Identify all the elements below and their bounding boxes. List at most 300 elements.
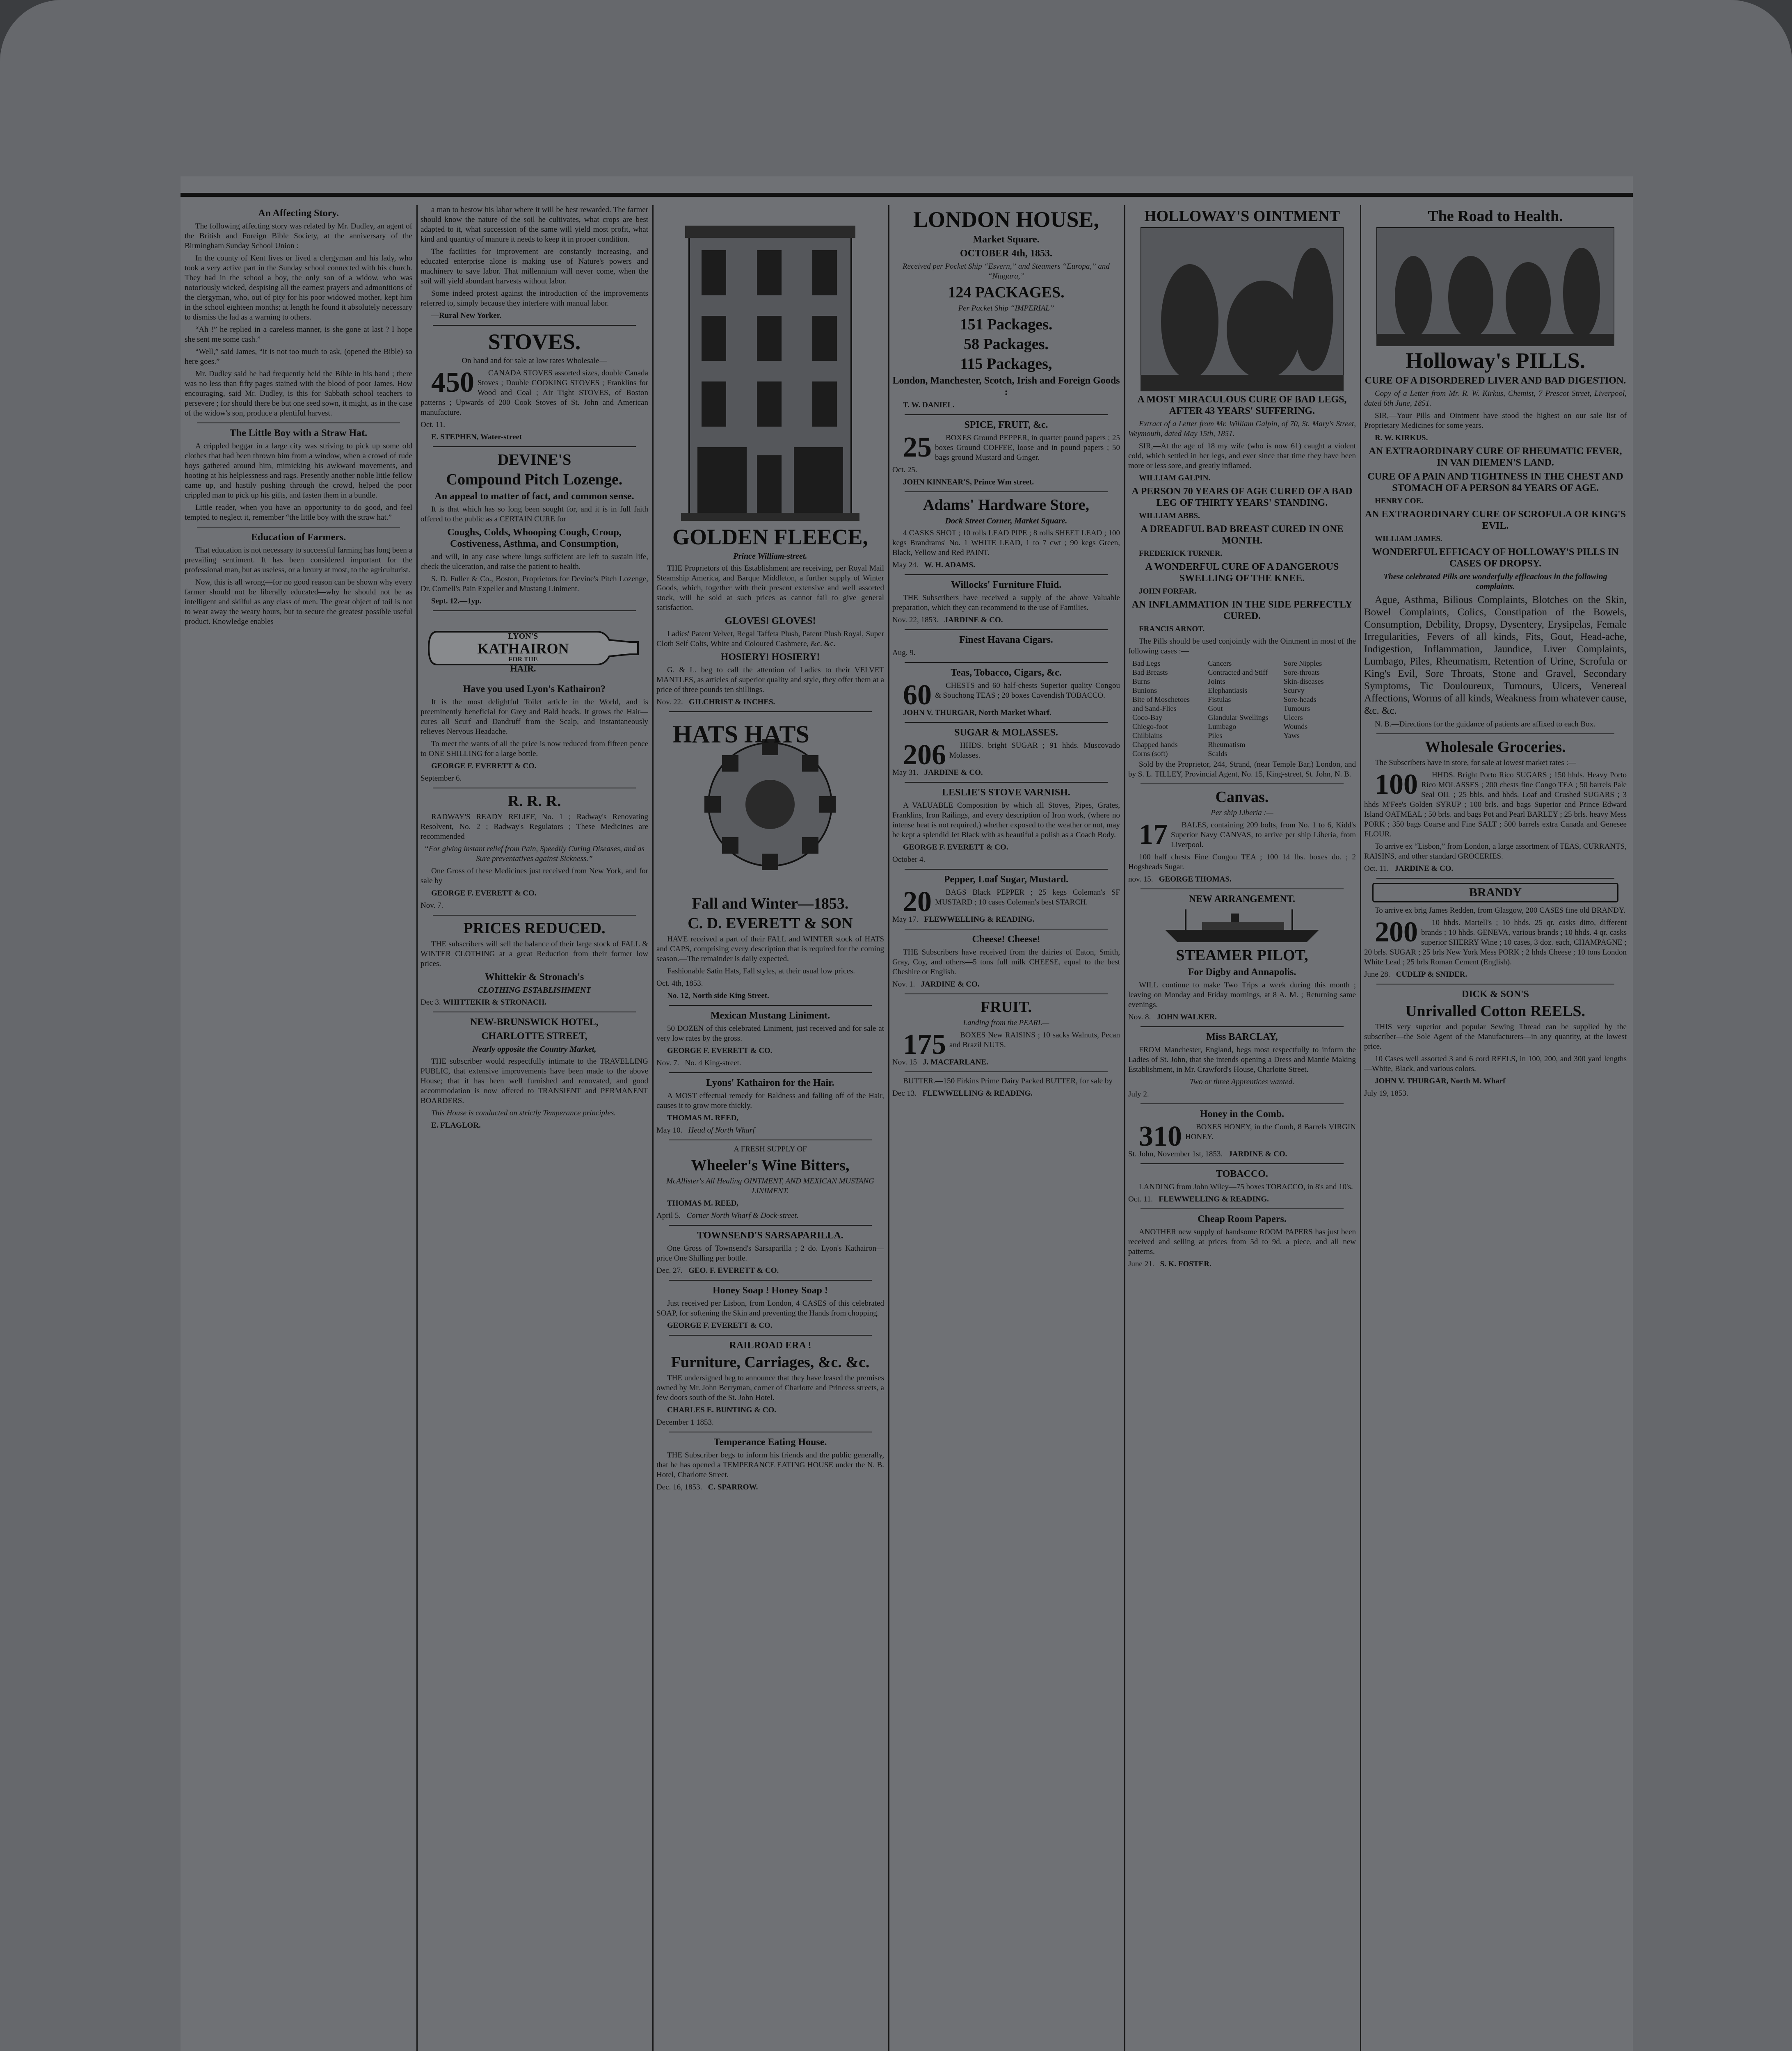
railroad-paragraph: THE undersigned beg to announce that they have leased the premises owned by Mr. John Berryman, corner of Charlotte and Princess streets, a few doors south of the St. John Hotel. [656, 1374, 884, 1402]
lyons-signature: GEORGE F. EVERETT & CO. [431, 762, 537, 770]
london-subtitle: Market Square. [973, 234, 1040, 245]
pepper-number: 20 [903, 886, 932, 918]
comb-date: St. John, November 1st, 1853. [1128, 1150, 1223, 1158]
mexican-address: No. 4 King-street. [685, 1059, 741, 1067]
divider [1141, 783, 1344, 784]
fleece-signature: GILCHRIST & INCHES. [689, 698, 775, 706]
everett-paragraph: HAVE received a part of their FALL and WINTER stock of HATS and CAPS, comprising every description that is required for the coming season.—The remainder is daily expected. [656, 935, 884, 963]
groceries-number: 100 [1375, 769, 1418, 800]
disease-item: Lumbago [1208, 722, 1237, 731]
road-illustration [1376, 227, 1614, 346]
pills-complaints-heading: These celebrated Pills are wonderfully efficacious in the following complaints. [1383, 572, 1607, 591]
pepper-date: May 17. [892, 915, 919, 924]
sugar-title: SUGAR & MOLASSES. [954, 727, 1058, 738]
townsend-title: TOWNSEND'S SARSAPARILLA. [697, 1230, 843, 1241]
pills-subtitle: CURE OF A DISORDERED LIVER AND BAD DIGESTION. [1365, 375, 1626, 386]
hotel-subtitle: CHARLOTTE STREET, [481, 1031, 587, 1041]
disease-item: Chapped hands [1132, 740, 1178, 749]
cheese-paragraph: THE Subscribers have received from the dairies of Eaton, Smith, Gray, Coy, and others—5 tons full milk CHEESE, equal to the best Cheshire or English. [892, 948, 1120, 976]
divider [905, 662, 1108, 663]
leslie-signature: GEORGE F. EVERETT & CO. [903, 843, 1008, 852]
groceries-paragraph: To arrive ex “Lisbon,” from London, a large assortment of TEAS, CURRANTS, RAISINS, and other standard GROCERIES. [1364, 842, 1627, 861]
prices-paragraph: THE subscribers will sell the balance of their large stock of FALL & WINTER CLOTHING at a great Reduction from their former low prices. [421, 940, 648, 968]
divider [669, 1005, 872, 1006]
lyons-date: September 6. [421, 774, 462, 783]
divider [669, 1072, 872, 1073]
divider [433, 610, 636, 611]
groceries-intro: The Subscribers have in store, for sale at lowest market rates :— [1375, 758, 1576, 767]
mexican-date: Nov. 7. [656, 1059, 679, 1067]
education-paragraph: That education is not necessary to successful farming has long been a prevailing sentiment. It has been considered important for the professional man, but as useless, or a luxury at most, to the agriculturist. [185, 546, 412, 574]
column-rule [652, 205, 654, 2051]
divider [669, 1335, 872, 1336]
wheeler-pre: A FRESH SUPPLY OF [734, 1145, 807, 1153]
divider [1376, 733, 1614, 734]
disease-item: Scalds [1208, 749, 1227, 758]
farm-paragraph: The facilities for improvement are constantly increasing, and educated enterprise alone is making use of Nature's powers and machinery to save labor. That millennium will never come, when the soil will yield abundant harvests without labor. [421, 247, 648, 285]
disease-item: Elephantiasis [1208, 686, 1248, 694]
tea-signature: JOHN V. THURGAR, North Market Wharf. [903, 708, 1051, 717]
disease-item: Bad Legs [1132, 659, 1161, 667]
disease-item: Sore-throats [1283, 668, 1320, 676]
divider [669, 711, 872, 712]
papers-paragraph: ANOTHER new supply of handsome ROOM PAPERS has just been received and selling at prices from 5d to 9d. a piece, and all new patterns. [1128, 1228, 1356, 1256]
barclay-paragraph: FROM Manchester, England, begs most respectfully to inform the Ladies of St. John, that she intends opening a Dress and Mantle Making Establishment, in Mr. Crawford's House, Charlotte Street. [1128, 1046, 1356, 1074]
leslie-paragraph: A VALUABLE Composition by which all Stoves, Pipes, Grates, Franklins, Iron Railings, and every description of Iron work, (where no intense heat is not required,) whether exposed to the weather or not, may be kept a splendid Jet Black with as beautiful a polish as a Coach Body. [892, 801, 1120, 839]
steamer-pre: NEW ARRANGEMENT. [1189, 894, 1296, 904]
holloway-signature: FRANCIS ARNOT. [1139, 625, 1205, 633]
story-paragraph: “Ah !” he replied in a careless manner, is she gone at last ? I hope she sent me some cash.” [185, 325, 412, 344]
adams-subtitle: Dock Street Corner, Market Square. [945, 516, 1067, 525]
spice-title: SPICE, FRUIT, &c. [964, 420, 1048, 430]
devine-appeal: An appeal to matter of fact, and common sense. [434, 491, 634, 502]
disease-item: Ulcers [1283, 713, 1303, 722]
divider [1376, 878, 1614, 879]
hats-illustration [665, 716, 876, 893]
groceries-title: Wholesale Groceries. [1425, 738, 1566, 756]
pills-complaints: Ague, Asthma, Bilious Complaints, Blotches on the Skin, Bowel Complaints, Colics, Constipation of the Bowels, Consumption, Debility, Dropsy, Dysentery, Erysipelas, Female Irregularities, Fevers of all kinds, Fits, Gout, Head-ache, Indigestion, Inflammation, Jaundice, Liver Complaints, Lumbago, Piles, Rheumatism, Retention of Urine, Scrofula or King's Evil, Sore Throats, Stone and Gravel, Secondary Symptoms, Tic Douloureux, Tumours, Ulcers, Venereal Affections, Worms of all kinds, Weakness from whatever cause, &c. &c. [1364, 594, 1627, 716]
devine-list: Coughs, Colds, Whooping Cough, Croup, Costiveness, Asthma, and Consumption, [447, 527, 622, 549]
canvas-paragraph: BALES, containing 209 bolts, from No. 1 to 6, Kidd's Superior Navy CANVAS, to arrive per ship Liberia, from Liverpool. [1171, 821, 1356, 849]
townsend-signature: GEO. F. EVERETT & CO. [688, 1266, 779, 1275]
brandy-paragraph: 10 hhds. Martell's ; 10 hhds. 25 qr. casks ditto, different brands ; 10 hhds. GENEVA, various brands ; 10 hhds. 4 qr. casks superior SHERRY Wine ; 10 cases, 3 doz. each, CHAMPAGNE ; 20 brls. SUGAR ; 25 brls New York Mess PORK ; 2 hhds Cheese ; 10 tons London White Lead ; 25 brls Roman Cement (English). [1364, 918, 1627, 966]
tobacco-title: TOBACCO. [1216, 1169, 1268, 1179]
butter-signature: FLEWWELLING & READING. [922, 1089, 1033, 1098]
column-6 [1364, 205, 1627, 2051]
disease-item: Bunions [1132, 686, 1157, 694]
wheeler-title: Wheeler's Wine Bitters, [691, 1157, 850, 1174]
disease-item: Fistulas [1208, 695, 1231, 703]
disease-item: Corns (soft) [1132, 749, 1168, 758]
disease-item: Gout [1208, 704, 1223, 713]
papers-signature: S. K. FOSTER. [1160, 1260, 1211, 1268]
cheese-date: Nov. 1. [892, 980, 915, 989]
sugar-date: May 31. [892, 768, 919, 777]
divider [1141, 888, 1344, 889]
holloway-paragraph: Sold by the Proprietor, 244, Strand, (near Temple Bar,) London, and by S. L. TILLEY, Provincial Agent, No. 15, King-street, St. John, N. B. [1128, 760, 1356, 779]
brandy-intro: To arrive ex brig James Redden, from Glasgow, 200 CASES fine old BRANDY. [1375, 906, 1625, 915]
devine-subtitle: Compound Pitch Lozenge. [446, 471, 623, 488]
tea-paragraph: CHESTS and 60 half-chests Superior quality Congou & Souchong TEAS ; 20 boxes Cavendish TOBACCO. [935, 681, 1120, 700]
disease-item: Glandular Swellings [1208, 713, 1269, 722]
column-rule [1124, 205, 1125, 2051]
source-credit: —Rural New Yorker. [431, 311, 502, 320]
london-goods: London, Manchester, Scotch, Irish and Foreign Goods : [892, 375, 1120, 397]
lyons2-paragraph: A MOST effectual remedy for Baldness and falling off of the Hair, causes it to grow more thickly. [656, 1092, 884, 1110]
reels-paragraph: THIS very superior and popular Sewing Thread can be supplied by the subscriber—the Sole Agent of the Manufacturers—in any quantity, at the lowest price. [1364, 1023, 1627, 1051]
willocks-date: Nov. 22, 1853. [892, 616, 939, 624]
spice-signature: JOHN KINNEAR'S, Prince Wm street. [903, 478, 1034, 486]
groceries-date: Oct. 11. [1364, 864, 1389, 873]
road-to-health-title: The Road to Health. [1428, 208, 1563, 225]
mexican-title: Mexican Mustang Liniment. [710, 1010, 830, 1021]
willocks-signature: JARDINE & CO. [944, 616, 1003, 624]
fleece-paragraph: G. & L. beg to call the attention of Ladies to their VELVET MANTLES, as articles of superior quality and style, they offer them at a price of three pounds ten shillings. [656, 666, 884, 694]
barclay-date: July 2. [1128, 1090, 1149, 1099]
everett-title: C. D. EVERETT & SON [688, 915, 853, 932]
story-title: An Affecting Story. [258, 208, 339, 219]
column-5 [1128, 205, 1356, 2051]
tobacco-signature: FLEWWELLING & READING. [1159, 1195, 1269, 1204]
canvas-date: nov. 15. [1128, 875, 1153, 884]
disease-item: Scurvy [1283, 686, 1305, 694]
wheeler-date: April 5. [656, 1211, 681, 1220]
prices-signature: Whittekir & Stronach's [485, 972, 584, 982]
butter-date: Dec 13. [892, 1089, 917, 1098]
column-4 [892, 205, 1120, 2051]
devine-paragraph: S. D. Fuller & Co., Boston, Proprietors for Devine's Pitch Lozenge, Dr. Cornell's Pain Expeller and Mustang Liniment. [421, 575, 648, 593]
newspaper-page [181, 176, 1633, 2051]
bottle-label: FOR THE [508, 656, 538, 663]
column-rule [416, 205, 418, 2051]
boy-title: The Little Boy with a Straw Hat. [229, 428, 368, 439]
devine-paragraph: It is that which has so long been sought for, and it is in full faith offered to the public as a CERTAIN CURE for [421, 505, 648, 523]
temperance-date: Dec. 16, 1853. [656, 1483, 702, 1491]
railroad-title: RAILROAD ERA ! [729, 1340, 811, 1351]
prices-title: PRICES REDUCED. [463, 920, 606, 937]
hotel-subtitle-2: Nearly opposite the Country Market, [472, 1045, 597, 1054]
adams-title: Adams' Hardware Store, [923, 496, 1089, 514]
wheeler-subtitle: McAllister's All Healing OINTMENT, AND MEXICAN MUSTANG LINIMENT. [666, 1177, 874, 1195]
disease-item: Sore-heads [1283, 695, 1317, 703]
sugar-paragraph: HHDS. bright SUGAR ; 91 hhds. Muscovado Molasses. [949, 741, 1120, 760]
lyons-question: Have you used Lyon's Kathairon? [463, 684, 606, 694]
steamship-icon [1161, 907, 1323, 944]
lyons2-address: Head of North Wharf [688, 1126, 755, 1135]
divider [1141, 1103, 1344, 1104]
willocks-paragraph: THE Subscribers have received a supply of the above Valuable preparation, which they can recommend to the use of Families. [892, 594, 1120, 612]
bottle-label: HAIR. [510, 663, 536, 674]
divider [905, 929, 1108, 930]
brandy-signature: CUDLIP & SNIDER. [1396, 970, 1467, 979]
railroad-subtitle: Furniture, Carriages, &c. &c. [671, 1354, 870, 1371]
spice-number: 25 [903, 432, 932, 463]
reels-pre: DICK & SON'S [1461, 989, 1529, 1000]
sugar-number: 206 [903, 739, 946, 771]
london-signature: T. W. DANIEL. [903, 401, 955, 409]
brandy-title: BRANDY [1372, 883, 1618, 902]
boy-paragraph: Little reader, when you have an opportunity to do good, and feel tempted to neglect it, remember “the little boy with the straw hat.” [185, 503, 412, 522]
holloway-heading: AN INFLAMMATION IN THE SIDE PERFECTLY CURED. [1131, 599, 1353, 621]
wheeler-address: Corner North Wharf & Dock-street. [686, 1211, 799, 1220]
comb-number: 310 [1139, 1121, 1182, 1152]
fruit-date: Nov. 15 [892, 1058, 917, 1067]
disease-item: Piles [1208, 731, 1223, 740]
tobacco-paragraph: LANDING from John Wiley—75 boxes TOBACCO, in 8's and 10's. [1139, 1183, 1353, 1191]
lyons2-signature: THOMAS M. REED, [667, 1114, 739, 1122]
canvas-subtitle: Per ship Liberia :— [1211, 809, 1273, 817]
fleece-subtitle: Prince William-street. [733, 552, 807, 561]
pills-signature: HENRY COE. [1375, 497, 1423, 505]
pills-paragraph: SIR,—Your Pills and Ointment have stood the highest on our sale list of Proprietary Medicines for some years. [1364, 411, 1627, 430]
london-paragraph: Per Packet Ship “IMPERIAL” [958, 304, 1054, 313]
story-paragraph: In the county of Kent lives or lived a clergyman and his lady, who took a very active part in the Sunday school connected with his church. They had in the school a boy, the only son of a widow, who was notoriously wicked, despising all the earnest prayers and admonitions of the clergyman, who, out of pity for his poor widowed mother, kept him in the school eighteen months; at length he found it absolutely necessary to dismiss the lad as a warning to others. [185, 254, 412, 322]
disease-item: Bite of Moschetoes and Sand-Flies [1132, 695, 1190, 713]
cheese-signature: JARDINE & CO. [921, 980, 980, 989]
pills-signature: WILLIAM JAMES. [1375, 534, 1442, 543]
divider [669, 1225, 872, 1226]
divider [1141, 1026, 1344, 1027]
london-packages: 124 PACKAGES. [948, 284, 1065, 301]
reels-title: Unrivalled Cotton REELS. [1405, 1003, 1586, 1020]
pills-heading: WONDERFUL EFFICACY OF HOLLOWAY'S PILLS IN CASES OF DROPSY. [1372, 547, 1619, 569]
tobacco-date: Oct. 11. [1128, 1195, 1153, 1204]
hotel-paragraph: THE subscriber would respectfully intimate to the TRAVELLING PUBLIC, that extensive improvements have been made to the above House; that it has been well furnished and renovated, and good accommodation is now offered to TRANSIENT and PERMANENT BOARDERS. [421, 1057, 648, 1105]
temperance-signature: C. SPARROW. [708, 1483, 758, 1491]
london-packages: 151 Packages. [960, 316, 1053, 333]
holloway-subtitle: A MOST MIRACULOUS CURE OF BAD LEGS, AFTER 43 YEARS' SUFFERING. [1137, 394, 1347, 416]
story-paragraph: “Well,” said James, “it is not too much to ask, (opened the Bible) so here goes.” [185, 347, 412, 366]
steamer-signature: JOHN WALKER. [1157, 1013, 1217, 1021]
stoves-signature: E. STEPHEN, Water-street [431, 433, 522, 441]
temperance-title: Temperance Eating House. [713, 1437, 827, 1448]
railroad-signature: CHARLES E. BUNTING & CO. [667, 1406, 777, 1414]
holloway-heading: A PERSON 70 YEARS OF AGE CURED OF A BAD LEG OF THIRTY YEARS' STANDING. [1131, 486, 1353, 508]
wheeler-signature: THOMAS M. REED, [667, 1199, 739, 1208]
steamer-paragraph: WILL continue to make Two Trips a week during this month ; leaving on Monday and Friday mornings, at 8 A. M. ; Returning same evenings. [1128, 981, 1356, 1009]
disease-item: Skin-diseases [1283, 677, 1324, 685]
holloway-ointment-title: HOLLOWAY'S OINTMENT [1144, 208, 1340, 225]
everett-date: Oct. 4th, 1853. [656, 979, 703, 988]
divider [197, 527, 400, 528]
fruit-subtitle: Landing from the PEARL— [963, 1019, 1049, 1027]
rrr-title: R. R. R. [507, 793, 561, 810]
tea-title: Teas, Tobacco, Cigars, &c. [951, 667, 1062, 678]
disease-item: Wounds [1283, 722, 1308, 731]
london-packages: 58 Packages. [964, 336, 1049, 353]
pills-paragraph: Copy of a Letter from Mr. R. W. Kirkus, Chemist, 7 Prescot Street, Liverpool, dated 6th June, 1851. [1364, 389, 1627, 408]
stoves-body: CANADA STOVES assorted sizes, double Canada Stoves ; Double COOKING STOVES ; Franklins for Wood and Coal ; Air Tight STOVES, of Boston patterns ; Upwards of 200 Cook Stoves of St. John and American manufacture. [421, 369, 648, 417]
spice-paragraph: BOXES Ground PEPPER, in quarter pound papers ; 25 boxes Ground COFFEE, loose and in pound papers ; 50 bags ground Mustard and Ginger. [935, 434, 1120, 462]
adams-date: May 24. [892, 561, 919, 569]
bottle-label: LYON'S [508, 632, 538, 641]
disease-item: Yaws [1283, 731, 1300, 740]
honey-title: Honey Soap ! Honey Soap ! [713, 1285, 828, 1296]
brandy-number: 200 [1375, 916, 1418, 948]
barclay-title: Miss BARCLAY, [1206, 1032, 1278, 1042]
stoves-title: STOVES. [488, 329, 581, 354]
steamer-illustration [1161, 907, 1323, 944]
hotel-signature: E. FLAGLOR. [431, 1121, 481, 1130]
divider [905, 629, 1108, 630]
disease-item: Rheumatism [1208, 740, 1246, 749]
golden-fleece-building-illustration [681, 209, 859, 521]
havana-date: Aug. 9. [892, 649, 916, 657]
havana-title: Finest Havana Cigars. [959, 635, 1053, 645]
steamer-date: Nov. 8. [1128, 1013, 1151, 1021]
story-paragraph: Mr. Dudley said he had frequently held the Bible in his hand ; there was no less than fifty pages stained with the blood of poor James. How encouraging, said Mr. Dudley, is this for Sabbath school teachers to persevere ; for should there be but one seed sown, it might, as in the case of the widow's son, produce a plentiful harvest. [185, 370, 412, 418]
honey-signature: GEORGE F. EVERETT & CO. [667, 1321, 773, 1330]
farm-paragraph: a man to bestow his labor where it will be best rewarded. The farmer should know the nature of the soil he cultivates, what crops are best adapted to it, what succession of the same will yield most profit, what kind and quantity of manure it needs to keep it in proper condition. [421, 206, 648, 244]
canvas-number: 17 [1139, 819, 1168, 850]
hats-letters: HATS HATS [673, 721, 809, 748]
column-2 [421, 205, 648, 2051]
lyons-paragraph: It is the most delightful Toilet article in the World, and is preeminently beneficial for Grey and Bald heads. It grows the Hair—cures all Scurf and Dandruff from the Scalp, and instantaneously relieves Nervous Headache. [421, 698, 648, 736]
groceries-signature: JARDINE & CO. [1394, 864, 1454, 873]
rrr-paragraph: RADWAY'S READY RELIEF, No. 1 ; Radway's Renovating Resolvent, No. 2 ; Radway's Regulators ; These Medicines are recommended [421, 813, 648, 841]
fruit-title: FRUIT. [981, 998, 1032, 1016]
spice-date: Oct. 25. [892, 466, 917, 474]
leslie-date: October 4. [892, 855, 926, 864]
townsend-paragraph: One Gross of Townsend's Sarsaparilla ; 2 do. Lyon's Kathairon—price One Shilling per bottle. [656, 1244, 884, 1263]
stoves-number: 450 [431, 367, 474, 398]
lyons2-date: May 10. [656, 1126, 683, 1135]
divider [1141, 1208, 1344, 1209]
pills-paragraph: N. B.—Directions for the guidance of patients are affixed to each Box. [1375, 720, 1595, 729]
fleece-gloves: GLOVES! GLOVES! [725, 616, 816, 626]
fleece-title: GOLDEN FLEECE, [672, 525, 869, 549]
lyons-paragraph: To meet the wants of all the price is now reduced from fifteen pence to ONE SHILLING for a large bottle. [421, 740, 648, 758]
engraving-icon [1141, 227, 1344, 391]
column-rule [888, 205, 889, 2051]
disease-item: Bad Breasts [1132, 668, 1168, 676]
sugar-signature: JARDINE & CO. [924, 768, 983, 777]
prices-date: Dec 3. [421, 998, 441, 1007]
cheese-title: Cheese! Cheese! [972, 934, 1040, 945]
holloway-paragraph: The Pills should be used conjointly with the Ointment in most of the following cases :— [1128, 637, 1356, 655]
holloway-paragraph: Extract of a Letter from Mr. William Galpin, of 70, St. Mary's Street, Weymouth, dated May 15th, 1851. [1128, 420, 1356, 438]
london-date: OCTOBER 4th, 1853. [960, 248, 1052, 259]
holloway-signature: FREDERICK TURNER. [1139, 549, 1223, 558]
london-title: LONDON HOUSE, [913, 207, 1099, 232]
willocks-title: Willocks' Furniture Fluid. [951, 580, 1062, 590]
reels-signature: JOHN V. THURGAR, North M. Wharf [1375, 1077, 1506, 1085]
divider [669, 1280, 872, 1281]
divider [905, 1071, 1108, 1072]
reels-date: July 19, 1853. [1364, 1089, 1408, 1098]
pepper-signature: FLEWWELLING & READING. [924, 915, 1035, 924]
groceries-paragraph: HHDS. Bright Porto Rico SUGARS ; 150 hhds. Heavy Porto Rico MOLASSES ; 200 chests fine Congo TEA ; 50 barrels Pale Seal OIL ; 25 bbls. and hhds. Loaf and Crushed SUGARS ; 3 hhds M'Fee's Golden SYRUP ; 100 brls. and bags Superior and Prince Edward Island OATMEAL ; 50 brls. and bags Pot and Pearl BARLEY ; 25 brls. heavy Mess PORK ; 350 bags Coarse and Fine SALT ; 500 barrels extra Canada and Genesee FLOUR. [1364, 771, 1627, 838]
comb-signature: JARDINE & CO. [1228, 1150, 1287, 1158]
fleece-date: Nov. 22. [656, 698, 683, 706]
steamer-title: STEAMER PILOT, [1176, 947, 1308, 964]
devine-title: DEVINE'S [497, 451, 571, 468]
fruit-number: 175 [903, 1029, 946, 1060]
pills-heading: AN EXTRAORDINARY CURE OF RHEUMATIC FEVER, IN VAN DIEMEN'S LAND. [1369, 446, 1622, 468]
pepper-paragraph: BAGS Black PEPPER ; 25 kegs Coleman's SF MUSTARD ; 10 cases Coleman's best STARCH. [935, 888, 1120, 907]
fruit-signature: J. MACFARLANE. [923, 1058, 988, 1067]
everett-paragraph: Fashionable Satin Hats, Fall styles, at their usual low prices. [667, 967, 855, 975]
disease-item: Contracted and Stiff Joints [1208, 668, 1268, 685]
disease-item: Chilblains [1132, 731, 1163, 740]
divider [433, 915, 636, 916]
leslie-title: LESLIE'S STOVE VARNISH. [942, 787, 1070, 798]
divider [433, 325, 636, 326]
rrr-paragraph: One Gross of these Medicines just received from New York, and for sale by [421, 867, 648, 885]
disease-item: Tumours [1283, 704, 1310, 713]
pills-heading: AN EXTRAORDINARY CURE OF SCROFULA OR KING'S EVIL. [1365, 509, 1626, 531]
honey-paragraph: Just received per Lisbon, from London, 4 CASES of this celebrated SOAP, for softening the Skin and preventing the Hands from chopping. [656, 1299, 884, 1318]
canvas-paragraph: 100 half chests Fine Congou TEA ; 100 14 lbs. boxes do. ; 2 Hogsheads Sugar. [1128, 853, 1356, 871]
prices-subtitle: CLOTHING ESTABLISHMENT [478, 986, 591, 995]
disease-list [1132, 659, 1352, 758]
townsend-date: Dec. 27. [656, 1266, 683, 1275]
stoves-head: On hand and for sale at low rates Wholesale— [462, 356, 607, 365]
hats-season: Fall and Winter—1853. [692, 895, 849, 912]
fleece-hosiery: HOSIERY! HOSIERY! [720, 652, 820, 662]
devine-paragraph: and will, in any case where lungs sufficient are left to sustain life, check the ulceration, and raise the patient to health. [421, 553, 648, 571]
fleece-paragraph: Ladies' Patent Velvet, Regal Taffeta Plush, Patent Plush Royal, Super Cloth Self Colts, White and Coloured Cashmere, &c. &c. [656, 630, 884, 648]
top-rule [181, 193, 1633, 197]
bottle-label: KATHAIRON [477, 640, 569, 657]
london-paragraph: Received per Pocket Ship “Esvern,” and Steamers “Europa,” and “Niagara,” [903, 262, 1110, 281]
fleece-paragraph: THE Proprietors of this Establishment are receiving, per Royal Mail Steamship America, and Barque Middleton, a further supply of Winter Goods, which, together with their present extensive and well assorted stock, will be sold at such prices as cannot fail to give general satisfaction. [656, 564, 884, 612]
kathairon-bottle-illustration [425, 615, 644, 681]
column-1 [185, 205, 412, 2051]
building-icon [681, 209, 859, 521]
divider [905, 414, 1108, 415]
disease-item: Burns [1132, 677, 1150, 685]
comb-title: Honey in the Comb. [1200, 1109, 1285, 1119]
divider [905, 722, 1108, 723]
mexican-paragraph: 50 DOZEN of this celebrated Liniment, just received and for sale at very low rates by the gross. [656, 1024, 884, 1043]
pepper-title: Pepper, Loaf Sugar, Mustard. [944, 874, 1069, 885]
adams-signature: W. H. ADAMS. [924, 561, 975, 569]
divider [1141, 1163, 1344, 1164]
pills-heading: CURE OF A PAIN AND TIGHTNESS IN THE CHEST AND STOMACH OF A PERSON 84 YEARS OF AGE. [1367, 471, 1623, 493]
holloway-signature: WILLIAM ABBS. [1139, 512, 1200, 520]
rrr-signature: GEORGE F. EVERETT & CO. [431, 889, 537, 898]
farm-paragraph: Some indeed protest against the introduction of the improvements referred to, simply because they interfere with manual labor. [421, 289, 648, 308]
disease-item: Cancers [1208, 659, 1232, 667]
canvas-signature: GEORGE THOMAS. [1159, 875, 1232, 884]
reels-paragraph: 10 Cases well assorted 3 and 6 cord REELS, in 100, 200, and 300 yard lengths—White, Black, and various colors. [1364, 1055, 1627, 1073]
mexican-signature: GEORGE F. EVERETT & CO. [667, 1046, 773, 1055]
divider [905, 574, 1108, 575]
holloway-paragraph: SIR,—At the age of 18 my wife (who is now 61) caught a violent cold, which settled in her legs, and ever since that time they have been more or less sore, and greatly inflamed. [1128, 442, 1356, 470]
divider [905, 869, 1108, 870]
papers-date: June 21. [1128, 1260, 1154, 1268]
butter-paragraph: BUTTER.—150 Firkins Prime Dairy Packed BUTTER, for sale by [903, 1077, 1113, 1085]
london-packages: 115 Packages, [960, 355, 1052, 372]
steamer-subtitle: For Digby and Annapolis. [1188, 967, 1296, 978]
adams-paragraph: 4 CASKS SHOT ; 10 rolls LEAD PIPE ; 8 rolls SHEET LEAD ; 100 kegs Brandrams' No. 1 WHITE LEAD, 1 to 7 cwt ; 90 kegs Green, Black, Yellow and Red PAINT. [892, 529, 1120, 557]
column-rule [1360, 205, 1361, 2051]
pills-signature: R. W. KIRKUS. [1375, 434, 1428, 442]
rrr-paragraph: “For giving instant relief from Pain, Speedily Curing Diseases, and as Sure preventatives against Sickness.” [424, 845, 645, 863]
education-title: Education of Farmers. [251, 532, 346, 543]
education-paragraph: Now, this is all wrong—for no good reason can be shown why every farmer should not be liberally educated—why he should not be as intelligent and skilful as any class of men. The great object of toil is not to wear away the weary hours, but to secure the greatest possible useful product. Knowledge enables [185, 578, 412, 626]
boy-paragraph: A crippled beggar in a large city was striving to pick up some old clothes that had been thrown him from a window, when a crowd of rude boys gathered around him, mimicking his awkward movements, and hooting at his helplessness and rags. Presently another noble little fellow came up, and hastily pushing through the crowd, helped the poor crippled man to pick up his gifts, and fasten them in a bundle. [185, 442, 412, 500]
holloway-signature: JOHN FORFAR. [1139, 587, 1197, 596]
holloway-signature: WILLIAM GALPIN. [1139, 474, 1211, 482]
everett-address: No. 12, North side King Street. [667, 991, 769, 1000]
disease-item: Chiego-foot [1132, 722, 1168, 731]
papers-title: Cheap Room Papers. [1198, 1214, 1287, 1224]
hotel-title: NEW-BRUNSWICK HOTEL, [470, 1017, 599, 1028]
pills-title: Holloway's PILLS. [1405, 348, 1586, 373]
holloway-heading: A WONDERFUL CURE OF A DANGEROUS SWELLING OF THE KNEE. [1145, 562, 1339, 584]
